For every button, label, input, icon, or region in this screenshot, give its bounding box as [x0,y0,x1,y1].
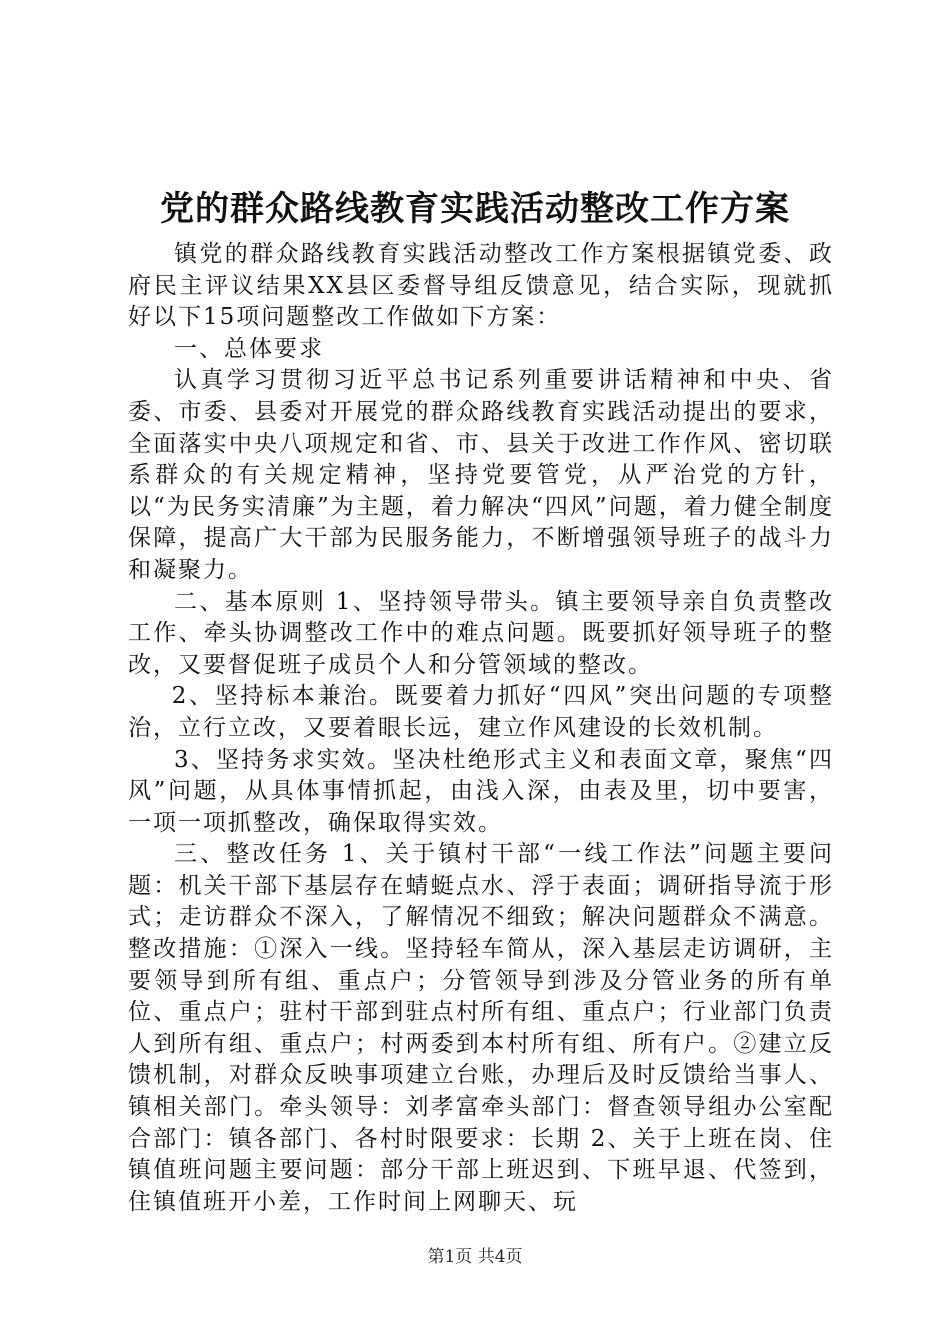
principle-3-paragraph: 3、坚持务求实效。坚决杜绝形式主义和表面文章，聚焦“四风”问题，从具体事情抓起，由浅入深，由表及里，切中要害，一项一项抓整改，确保取得实效。 [128,746,834,836]
document-title: 党的群众路线教育实践活动整改工作方案 [160,189,790,229]
intro-paragraph: 镇党的群众路线教育实践活动整改工作方案根据镇党委、政府民主评议结果XX县区委督导组反馈意见，结合实际，现就抓好以下15项问题整改工作做如下方案： [128,241,834,331]
page-number-footer: 第1页 共4页 [427,1247,523,1267]
principle-2-paragraph: 2、坚持标本兼治。既要着力抓好“四风”突出问题的专项整治，立行立改，又要着眼长远，建立作风建设的长效机制。 [128,683,834,741]
document-body [128,239,834,1218]
section-heading-general-requirements: 一、总体要求 [174,335,324,362]
general-requirements-paragraph: 认真学习贯彻习近平总书记系列重要讲话精神和中央、省委、市委、县委对开展党的群众路线教育实践活动提出的要求，全面落实中央八项规定和省、市、县关于改进工作作风、密切联系群众的有关规定精神，坚持党要管党，从严治党的方针，以“为民务实清廉”为主题，着力解决“四风”问题，着力健全制度保障，提高广大干部为民服务能力，不断增强领导班子的战斗力和凝聚力。 [128,367,834,583]
basic-principles-paragraph: 二、基本原则 1、坚持领导带头。镇主要领导亲自负责整改工作、牵头协调整改工作中的难点问题。既要抓好领导班子的整改，又要督促班子成员个人和分管领域的整改。 [128,588,834,678]
rectification-tasks-paragraph: 三、整改任务 1、关于镇村干部“一线工作法”问题主要问题：机关干部下基层存在蜻蜓点水、浮于表面；调研指导流于形式；走访群众不深入，了解情况不细致；解决问题群众不满意。整改措施：①深入一线。坚持轻车简从，深入基层走访调研，主要领导到所有组、重点户；分管领导到涉及分管业务的所有单位、重点户；驻村干部到驻点村所有组、重点户；行业部门负责人到所有组、重点户；村两委到本村所有组、所有户。②建立反馈机制，对群众反映事项建立台账，办理后及时反馈给当事人、镇相关部门。牵头领导：刘孝富牵头部门：督查领导组办公室配合部门：镇各部门、各村时限要求：长期 2、关于上班在岗、住镇值班问题主要问题：部分干部上班迟到、下班早退、代签到，住镇值班开小差，工作时间上网聊天、玩 [128,841,834,1215]
